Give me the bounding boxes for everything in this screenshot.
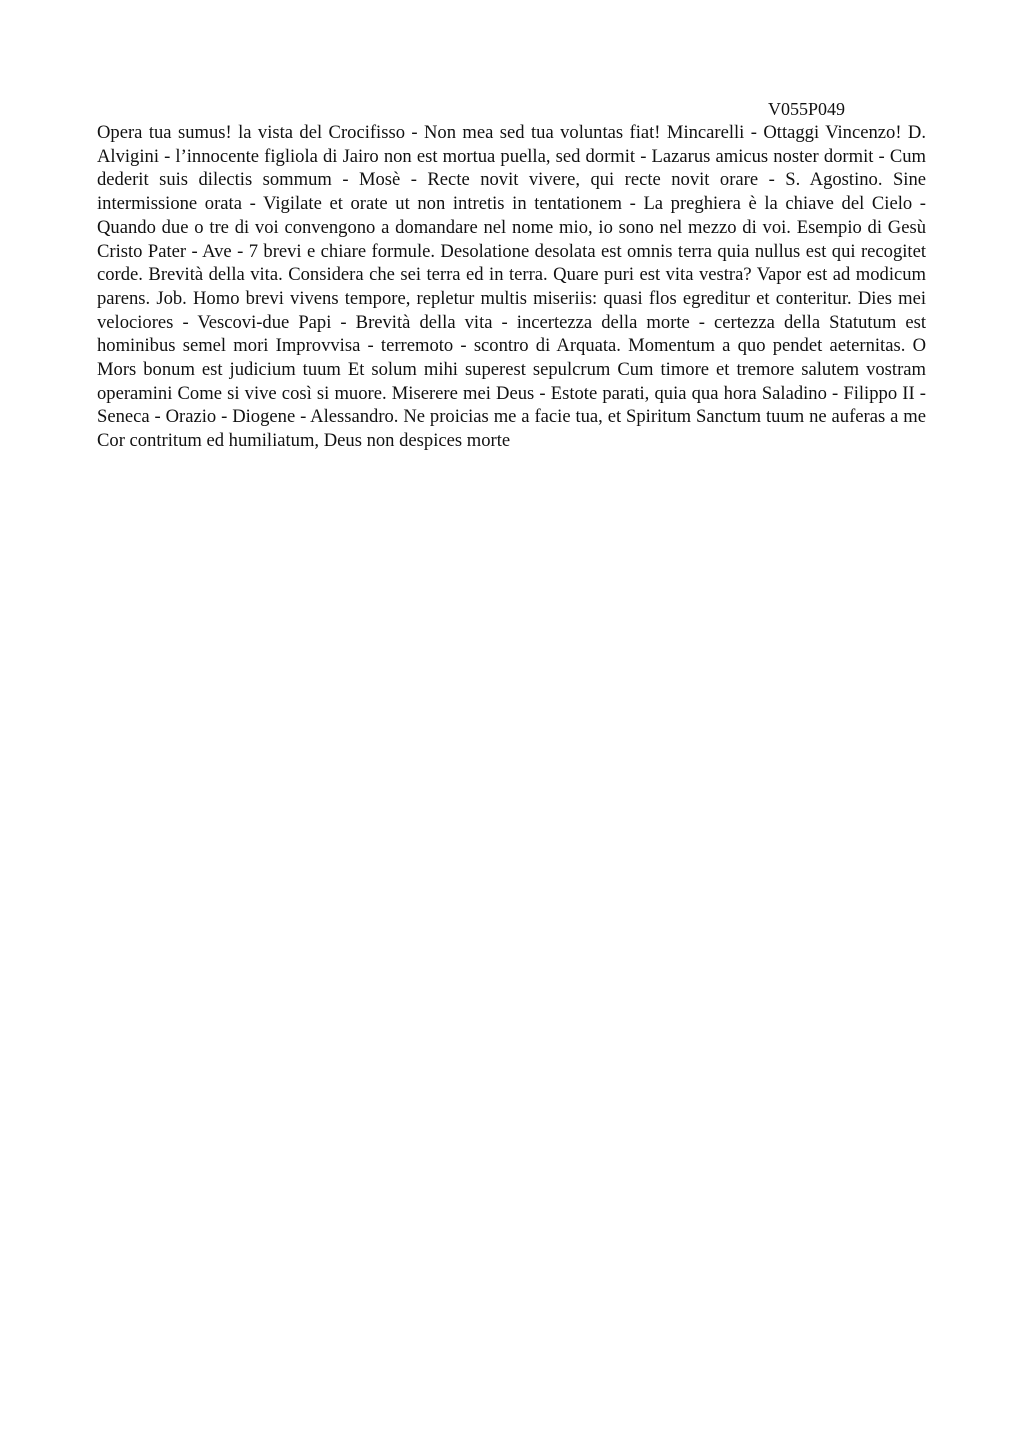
page-code: V055P049 [768, 99, 846, 119]
body-text: Opera tua sumus! la vista del Crocifisso - Non mea sed tua voluntas fiat! Mincarelli - Ottaggi Vincenzo! D. Alvigini - l’innocente figliola di Jairo non est mortua puella, sed dormit - Lazarus amicus noster dormit - Cum dederit suis dilectis sommum - Mosè - Recte novit vivere, qui recte novit orare - S. Agostino. Sine intermissione orata - Vigilate et orate ut non intretis in tentationem - La preghiera è la chiave del Cielo - Quando due o tre di voi convengono a domandare nel nome mio, io sono nel mezzo di voi. Esempio di Gesù Cristo Pater - Ave - 7 brevi e chiare formule. Desolatione desolata est omnis terra quia nullus est qui recogitet corde. Brevità della vita. Considera che sei terra ed in terra. Quare puri est vita vestra? Vapor est ad modicum parens. Job. Homo brevi vivens tempore, repletur multis miseriis: quasi flos egreditur et conteritur. Dies mei velociores - Vescovi-due Papi - Brevità della vita - incertezza della morte - certezza della Statutum est hominibus semel mori Improvvisa - terremoto - scontro di Arquata. Momentum a quo pendet aeternitas. O Mors bonum est judicium tuum Et solum mihi superest sepulcrum Cum timore et tremore salutem vostram operamini Come si vive così si muore. Miserere mei Deus - Estote parati, quia qua hora Saladino - Filippo II - Seneca - Orazio - Diogene - Alessandro. Ne proicias me a facie tua, et Spiritum Sanctum tuum ne auferas a me Cor contritum ed humiliatum, Deus non despices morte [97, 122, 926, 452]
